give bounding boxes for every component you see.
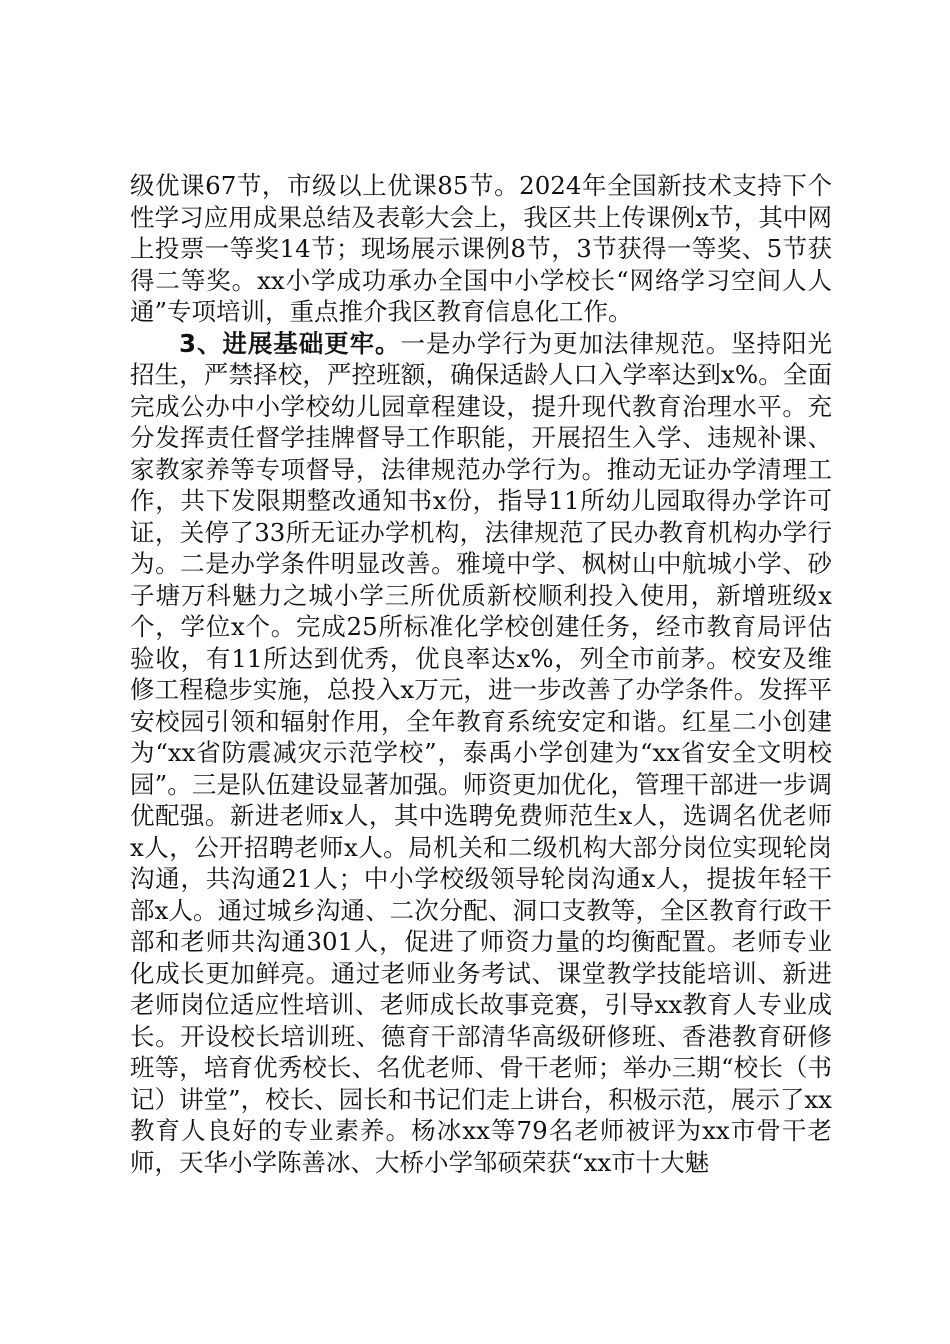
paragraph-progress-foundation [130, 328, 832, 1179]
section-heading: 3、进展基础更牢。 [179, 328, 401, 358]
paragraph-body: 一是办学行为更加法律规范。坚持阳光招生，严禁择校，严控班额，确保适龄人口入学率达到x%。全面完成公办中小学校幼儿园章程建设，提升现代教育治理水平。充分发挥责任督学挂牌督导工作职能，开展招生入学、违规补课、家教家养等专项督导，法律规范办学行为。推动无证办学清理工作，共下发限期整改通知书x份，指导11所幼儿园取得办学许可证，关停了33所无证办学机构，法律规范了民办教育机构办学行为。二是办学条件明显改善。雅境中学、枫树山中航城小学、砂子塘万科魅力之城小学三所优质新校顺利投入使用，新增班级x个，学位x个。完成25所标准化学校创建任务，经市教育局评估验收，有11所达到优秀，优良率达x%，列全市前茅。校安及维修工程稳步实施，总投入x万元，进一步改善了办学条件。发挥平安校园引领和辐射作用，全年教育系统安定和谐。红星二小创建为“xx省防震减灾示范学校”，泰禹小学创建为“xx省安全文明校园”。三是队伍建设显著加强。师资更加优化，管理干部进一步调优配强。新进老师x人，其中选聘免费师范生x人，选调名优老师x人，公开招聘老师x人。局机关和二级机构大部分岗位实现轮岗沟通，共沟通21人；中小学校级领导轮岗沟通x人，提拔年轻干部x人。通过城乡沟通、二次分配、洞口支教等，全区教育行政干部和老师共沟通301人，促进了师资力量的均衡配置。老师专业化成长更加鲜亮。通过老师业务考试、课堂教学技能培训、新进老师岗位适应性培训、老师成长故事竞赛，引导xx教育人专业成长。开设校长培训班、德育干部清华高级研修班、香港教育研修班等，培育优秀校长、名优老师、骨干老师；举办三期“校长（书记）讲堂”，校长、园长和书记们走上讲台，积极示范，展示了xx教育人良好的专业素养。杨冰xx等79名老师被评为xx市骨干老师，天华小学陈善冰、大桥小学邹硕荣获“xx市十大魅 [130, 328, 833, 1177]
paragraph-continued: 级优课67节，市级以上优课85节。2024年全国新技术支持下个性学习应用成果总结及表彰大会上，我区共上传课例x节，其中网上投票一等奖14节；现场展示课例8节，3节获得一等奖、5节获得二等奖。xx小学成功承办全国中小学校长“网络学习空间人人通”专项培训，重点推介我区教育信息化工作。 [130, 171, 832, 326]
document-page [130, 170, 832, 1178]
